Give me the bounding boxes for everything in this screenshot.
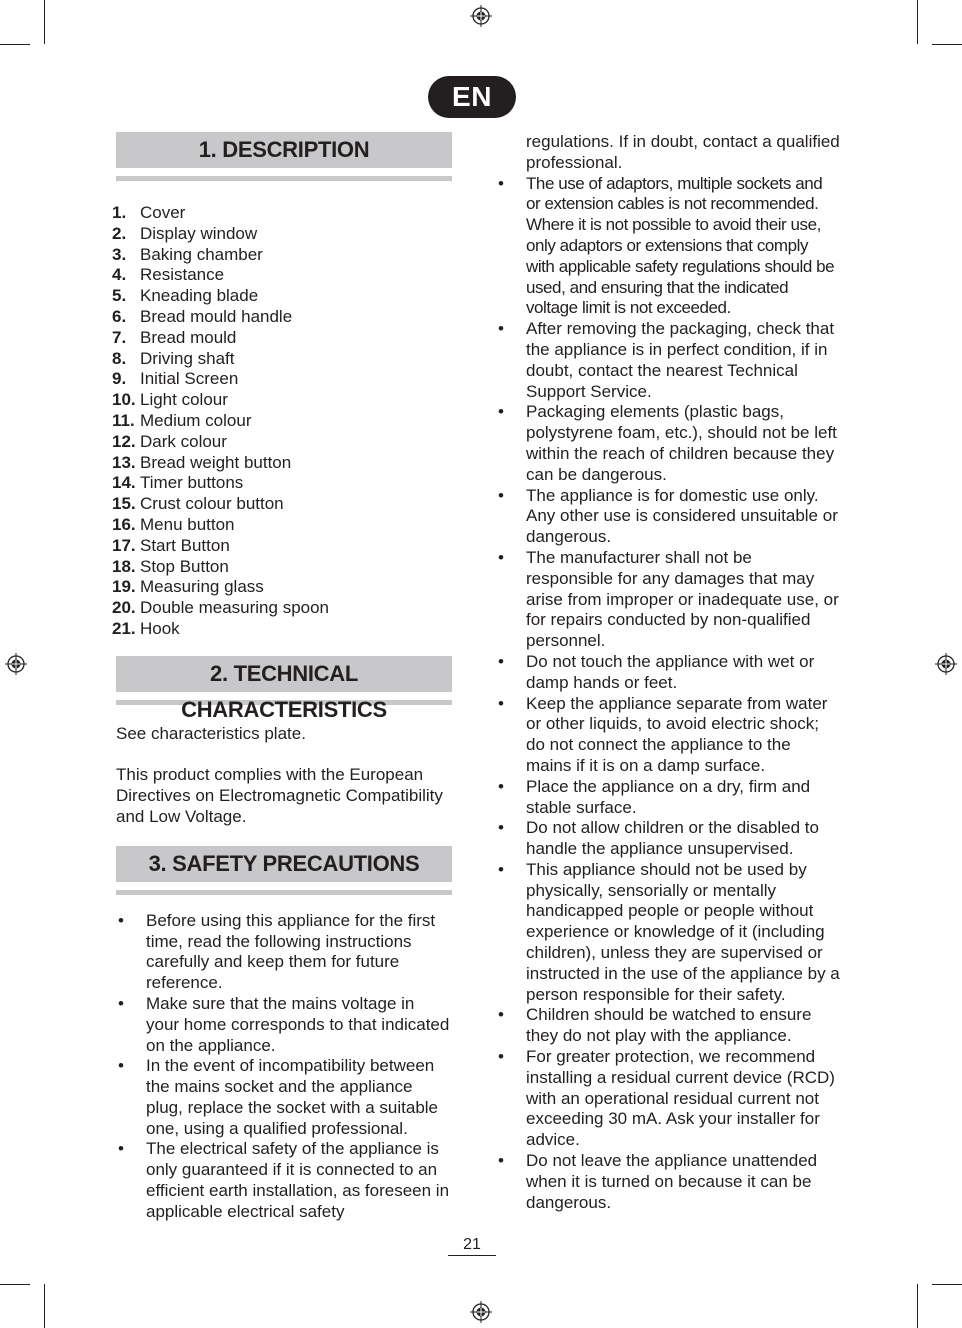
- list-item: 18. Stop Button: [112, 556, 229, 576]
- list-item: 4. Resistance: [112, 265, 225, 285]
- registration-mark-icon: [935, 653, 957, 675]
- list-item: 8. Driving shaft: [112, 348, 235, 368]
- list-item: 3. Baking chamber: [112, 244, 263, 264]
- technical-paragraph: See characteristics plate.: [116, 723, 306, 743]
- description-section-header: [116, 132, 452, 181]
- list-item: • For greater protection, we recommend installing a residual current device (RCD) with an operational residual current not exceeding 30 mA. Ask your installer for advice.: [496, 1047, 840, 1151]
- crop-mark: [932, 1284, 962, 1285]
- section-title: 1. DESCRIPTION: [116, 132, 452, 168]
- list-item: • This appliance should not be used by physically, sensorially or mentally handicapped people or people without experience or knowledge of it (including children), unless they are supervised or instructed in the use of the appliance by a person responsible for their safety.: [496, 860, 840, 1006]
- list-item: • Place the appliance on a dry, firm and stable surface.: [496, 777, 840, 819]
- list-item: 6. Bread mould handle: [112, 306, 293, 326]
- list-item: • Packaging elements (plastic bags, polystyrene foam, etc.), should not be left within the reach of children because they can be dangerous.: [496, 402, 840, 485]
- left-column: [112, 132, 452, 1223]
- list-item: 10. Light colour: [112, 390, 228, 410]
- section-title: 2. TECHNICAL CHARACTERISTICS: [116, 656, 452, 692]
- safety-list-right: [496, 174, 840, 1214]
- list-item: • Children should be watched to ensure they do not play with the appliance.: [496, 1005, 840, 1047]
- registration-mark-icon: [5, 653, 27, 675]
- registration-mark-icon: [470, 5, 492, 27]
- list-item: 7. Bread mould: [112, 327, 237, 347]
- technical-paragraph: This product complies with the European Directives on Electromagnetic Compatibility and Low Voltage.: [116, 765, 443, 826]
- list-item: • The manufacturer shall not be responsible for any damages that may arise from improper or inadequate use, or for repairs conducted by non-qualified personnel.: [496, 548, 840, 652]
- list-item: 1. Cover: [112, 203, 186, 222]
- list-item: • Do not allow children or the disabled to handle the appliance unsupervised.: [496, 818, 840, 860]
- list-item: • After removing the packaging, check that the appliance is in perfect condition, if in doubt, contact the nearest Technical Support Service.: [496, 319, 840, 402]
- list-item: • In the event of incompatibility between the mains socket and the appliance plug, replace the socket with a suitable one, using a qualified professional.: [112, 1056, 452, 1139]
- list-item: • The use of adaptors, multiple sockets and or extension cables is not recommended. Where it is not possible to avoid their use, only adaptors or extensions that comply with applicable safety regulations should be used, and ensuring that the indicated voltage limit is not exceeded.: [496, 174, 840, 320]
- crop-mark: [932, 44, 962, 45]
- crop-mark: [917, 1284, 918, 1328]
- technical-section-header: [116, 656, 452, 722]
- section-divider: [116, 890, 452, 895]
- continued-text: regulations. If in doubt, contact a qualified professional.: [526, 132, 840, 172]
- list-item: • Keep the appliance separate from water or other liquids, to avoid electric shock; do not connect the appliance to the mains if it is on a damp surface.: [496, 694, 840, 777]
- list-item: 5. Kneading blade: [112, 286, 259, 306]
- crop-mark: [44, 1284, 45, 1328]
- registration-mark-icon: [470, 1301, 492, 1323]
- list-item: 20. Double measuring spoon: [112, 598, 330, 618]
- list-item: 21. Hook: [112, 618, 180, 638]
- section-divider: [116, 176, 452, 181]
- list-item: • The electrical safety of the appliance is only guaranteed if it is connected to an efficient earth installation, as foreseen in applicable electrical safety: [112, 1139, 452, 1222]
- list-item: • Before using this appliance for the first time, read the following instructions carefully and keep them for future reference.: [112, 911, 452, 994]
- list-item: 14. Timer buttons: [112, 473, 244, 493]
- page-number: 21: [463, 1236, 481, 1253]
- list-item: • Do not leave the appliance unattended when it is turned on because it can be dangerous.: [496, 1151, 840, 1213]
- list-item: 15. Crust colour button: [112, 494, 284, 514]
- list-item: 2. Display window: [112, 223, 258, 243]
- right-column: [496, 132, 840, 1213]
- crop-mark: [917, 0, 918, 44]
- crop-mark: [44, 0, 45, 44]
- list-item: 16. Menu button: [112, 514, 235, 534]
- list-item: 12. Dark colour: [112, 431, 227, 451]
- list-item: • The appliance is for domestic use only. Any other use is considered unsuitable or dangerous.: [496, 486, 840, 548]
- list-item: • Do not touch the appliance with wet or damp hands or feet.: [496, 652, 840, 694]
- safety-list-left: [112, 911, 452, 1223]
- page-number-rule: [448, 1255, 496, 1256]
- list-item: 11. Medium colour: [112, 410, 252, 430]
- crop-mark: [0, 1284, 30, 1285]
- list-item: • Make sure that the mains voltage in your home corresponds to that indicated on the appliance.: [112, 994, 452, 1056]
- list-item: 17. Start Button: [112, 535, 230, 555]
- list-item: 9. Initial Screen: [112, 369, 239, 389]
- list-item: 19. Measuring glass: [112, 577, 264, 597]
- safety-section-header: [116, 846, 452, 895]
- section-title: 3. SAFETY PRECAUTIONS: [116, 846, 452, 882]
- crop-mark: [0, 44, 30, 45]
- list-item: 13. Bread weight button: [112, 452, 292, 472]
- language-badge: EN: [428, 76, 516, 118]
- description-list: [112, 203, 452, 640]
